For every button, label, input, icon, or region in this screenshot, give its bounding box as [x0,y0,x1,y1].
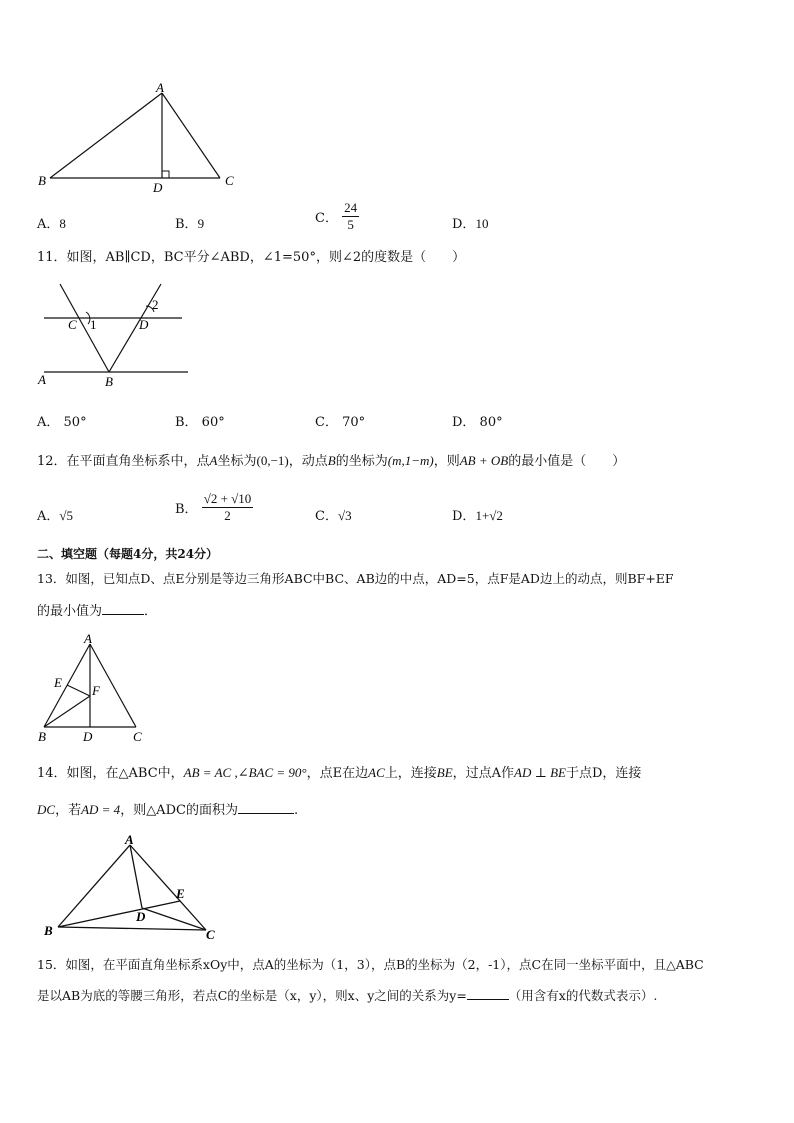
fraction [202,491,254,524]
point-label-E: E [54,675,62,690]
fraction-numerator: 24 [344,200,358,215]
q10-option-d[interactable] [452,213,488,232]
figure-q11-parallel-lines [30,280,200,390]
point-label-D: D [83,729,93,744]
point-label-A: A [84,631,92,646]
q12-option-c[interactable] [315,505,352,524]
q10-option-c[interactable] [315,200,359,233]
option-value: 10 [475,216,489,231]
q11-option-b[interactable]: B． 60° [175,415,225,430]
q12-option-a[interactable] [37,505,73,524]
text: 14．如图，在△ABC中， [37,766,184,781]
q10-option-a[interactable] [37,213,66,232]
text: ，过点A作 [452,766,515,781]
q11-question-text: 11．如图，AB∥CD，BC平分∠ABD，∠1=50°，则∠2的度数是（ ） [37,250,466,265]
math-AC: AC [368,765,385,780]
option-label: A． [37,217,60,232]
answer-blank[interactable] [467,987,509,1000]
option-value: √3 [337,508,352,523]
point-label-C: C [225,173,234,188]
fraction [342,200,359,233]
option-value: 8 [59,216,66,231]
answer-blank[interactable] [238,801,294,814]
point-label-B: B [105,374,113,389]
angle-label-2: 2 [152,297,159,312]
text: ，点E在边 [306,766,369,781]
option-label: B． [175,217,198,232]
text: 的坐标为 [335,454,388,469]
coordinate-A: (0,−1) [256,453,289,468]
text: 于点D，连接 [565,766,642,781]
angle-label-1: 1 [90,317,97,332]
point-label-B: B [38,173,46,188]
text: 坐标为 [217,454,257,469]
text: ，则△ADC的面积为 [120,803,238,818]
text: 上，连接 [384,766,437,781]
q13-question-line2 [37,602,157,621]
point-label-A: A [38,372,46,387]
option-label: C． [315,509,338,524]
point-label-D: D [139,317,149,332]
condition: AB = AC ,∠BAC = 90° [183,765,307,780]
q12-option-d[interactable] [452,505,503,524]
math-AD4: AD = 4 [81,802,121,817]
text: 是以AB为底的等腰三角形，若点C的坐标是（x，y），则x、y之间的关系为y= [37,988,467,1003]
q15-question-line2 [37,987,657,1005]
q11-option-a[interactable]: A． 50° [37,415,87,430]
text: 12．在平面直角坐标系中，点 [37,454,210,469]
option-value: 1+√2 [475,508,503,523]
math-perp: AD ⊥ BE [514,765,566,780]
option-label: D． [452,509,476,524]
figure-q10-triangle [30,80,250,195]
option-value: 9 [197,216,205,231]
option-label: B． [175,502,198,517]
text: ． [144,604,158,619]
text: （用含有x的代数式表示）. [508,988,658,1003]
point-label-B: B [44,923,53,938]
point-label-C: C [68,317,77,332]
figure-q14-triangle [40,835,230,945]
point-label-B: B [38,729,46,744]
option-value: √5 [59,508,74,523]
point-label-A: A [156,80,164,95]
q11-option-c[interactable]: C． 70° [315,415,366,430]
option-label: C． [315,211,338,226]
q10-option-b[interactable] [175,213,204,232]
math-BE: BE [436,765,453,780]
coordinate-B: (m,1−m) [387,453,434,468]
q12-option-b[interactable] [175,491,253,524]
text: 的最小值是（ ） [508,454,626,469]
math-B: B [327,453,336,468]
q14-question-line1 [37,764,641,783]
math-DC: DC [37,802,56,817]
point-label-D: D [136,909,146,924]
q12-question-text [37,452,625,471]
point-label-C: C [206,927,215,942]
text: ，动点 [288,454,328,469]
q11-option-d[interactable]: D． 80° [452,415,503,430]
point-label-F: F [92,683,100,698]
text: ，则 [433,454,460,469]
q15-question-line1: 15．如图，在平面直角坐标系xOy中，点A的坐标为（1，3），点B的坐标为（2，-1），点C在同一坐标平面中，且△ABC [37,957,704,972]
fraction-denominator: 5 [347,217,354,232]
point-label-A: A [125,835,134,847]
fraction-denominator: 2 [224,508,231,523]
q13-question-line1: 13．如图，已知点D、点E分别是等边三角形ABC中BC、AB边的中点，AD=5，点F是AD边上的动点，则BF+EF [37,571,674,586]
answer-blank[interactable] [102,602,144,615]
text: . [293,803,299,818]
section-heading: 二、填空题（每题4分，共24分） [37,547,219,561]
option-label: D． [452,217,476,232]
fraction-numerator: √2 + √10 [203,491,252,506]
text: 的最小值为 [37,604,103,619]
figure-q13-equilateral-triangle [30,630,160,748]
math-A: A [209,453,218,468]
text: ，若 [55,803,82,818]
point-label-C: C [133,729,142,744]
option-label: A． [37,509,60,524]
q14-question-line2 [37,801,298,820]
expression: AB + OB [459,453,509,468]
point-label-D: D [153,180,163,195]
point-label-E: E [176,886,185,901]
